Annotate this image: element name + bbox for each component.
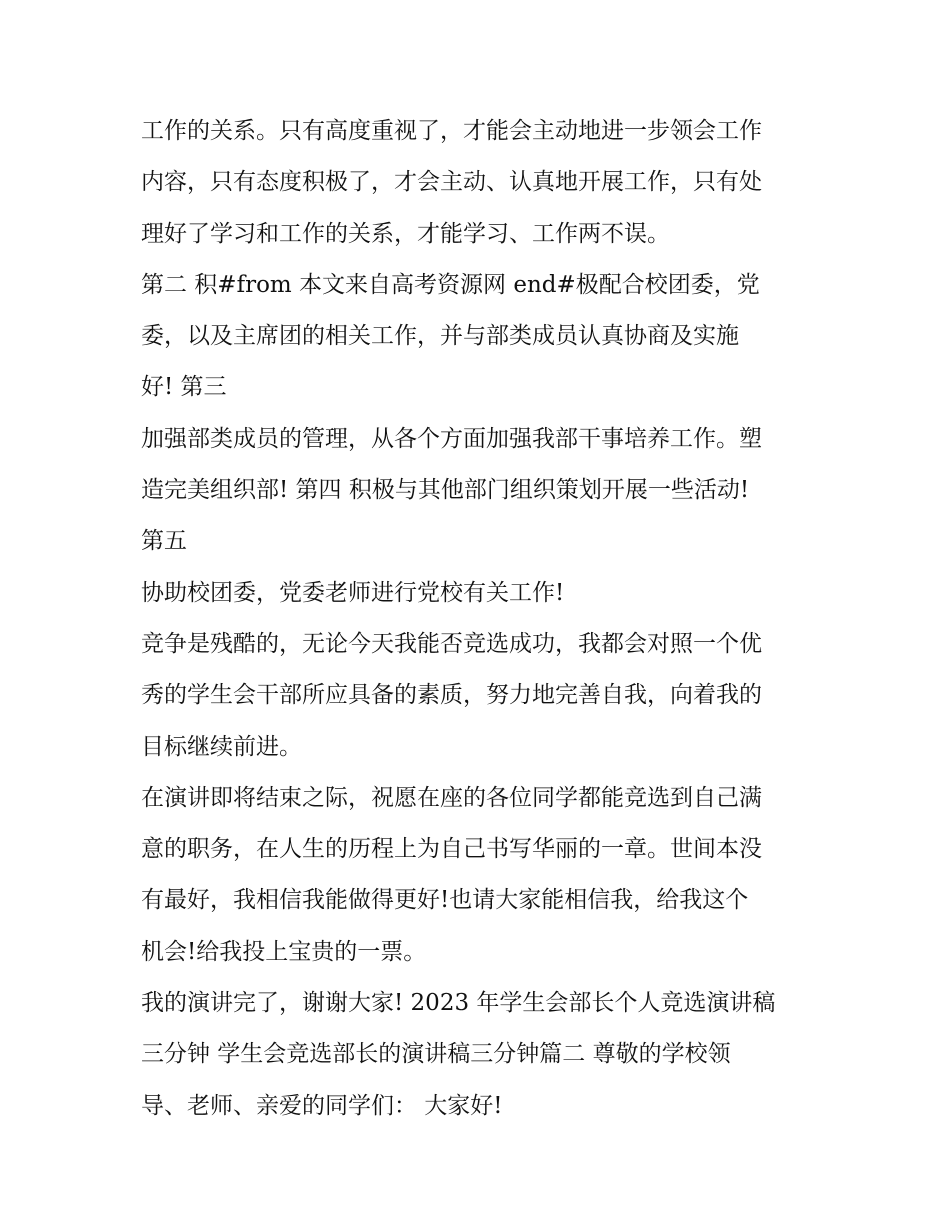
text-line: 意的职务，在人生的历程上为自己书写华丽的一章。世间本没 [141,836,762,863]
text-line: 工作的关系。只有高度重视了，才能会主动地进一步领会工作 [141,118,762,144]
text-line: 第五 [141,528,187,555]
text-line: 我的演讲完了，谢谢大家! 2023 年学生会部长个人竞选演讲稿 [141,990,776,1017]
text-line: 竞争是残酷的，无论今天我能否竞选成功，我都会对照一个优 [141,630,762,657]
text-line: 秀的学生会干部所应具备的素质，努力地完善自我，向着我的 [141,682,762,709]
text-line: 内容，只有态度积极了，才会主动、认真地开展工作，只有处 [141,169,762,196]
text-line: 造完美组织部! 第四 积极与其他部门组织策划开展一些活动! [141,477,750,504]
text-line: 机会!给我投上宝贵的一票。 [141,938,427,965]
text-line: 三分钟 学生会竞选部长的演讲稿三分钟篇二 尊敬的学校领 [141,1041,731,1068]
text-line: 目标继续前进。 [141,733,302,760]
document-body [141,106,821,1132]
text-line: 理好了学习和工作的关系，才能学习、工作两不误。 [141,220,670,247]
text-line: 第二 积#from 本文来自高考资源网 end#极配合校团委，党 [141,271,760,298]
text-line: 有最好，我相信我能做得更好!也请大家能相信我，给我这个 [141,887,749,914]
text-line: 委，以及主席团的相关工作，并与部类成员认真协商及实施 [141,323,739,350]
text-line: 协助校团委，党委老师进行党校有关工作! [141,579,565,606]
text-line: 在演讲即将结束之际，祝愿在座的各位同学都能竞选到自己满 [141,784,762,811]
text-line: 好! 第三 [141,374,227,401]
text-line: 导、老师、亲爱的同学们： 大家好! [141,1092,503,1119]
text-line: 加强部类成员的管理，从各个方面加强我部干事培养工作。塑 [141,425,762,452]
